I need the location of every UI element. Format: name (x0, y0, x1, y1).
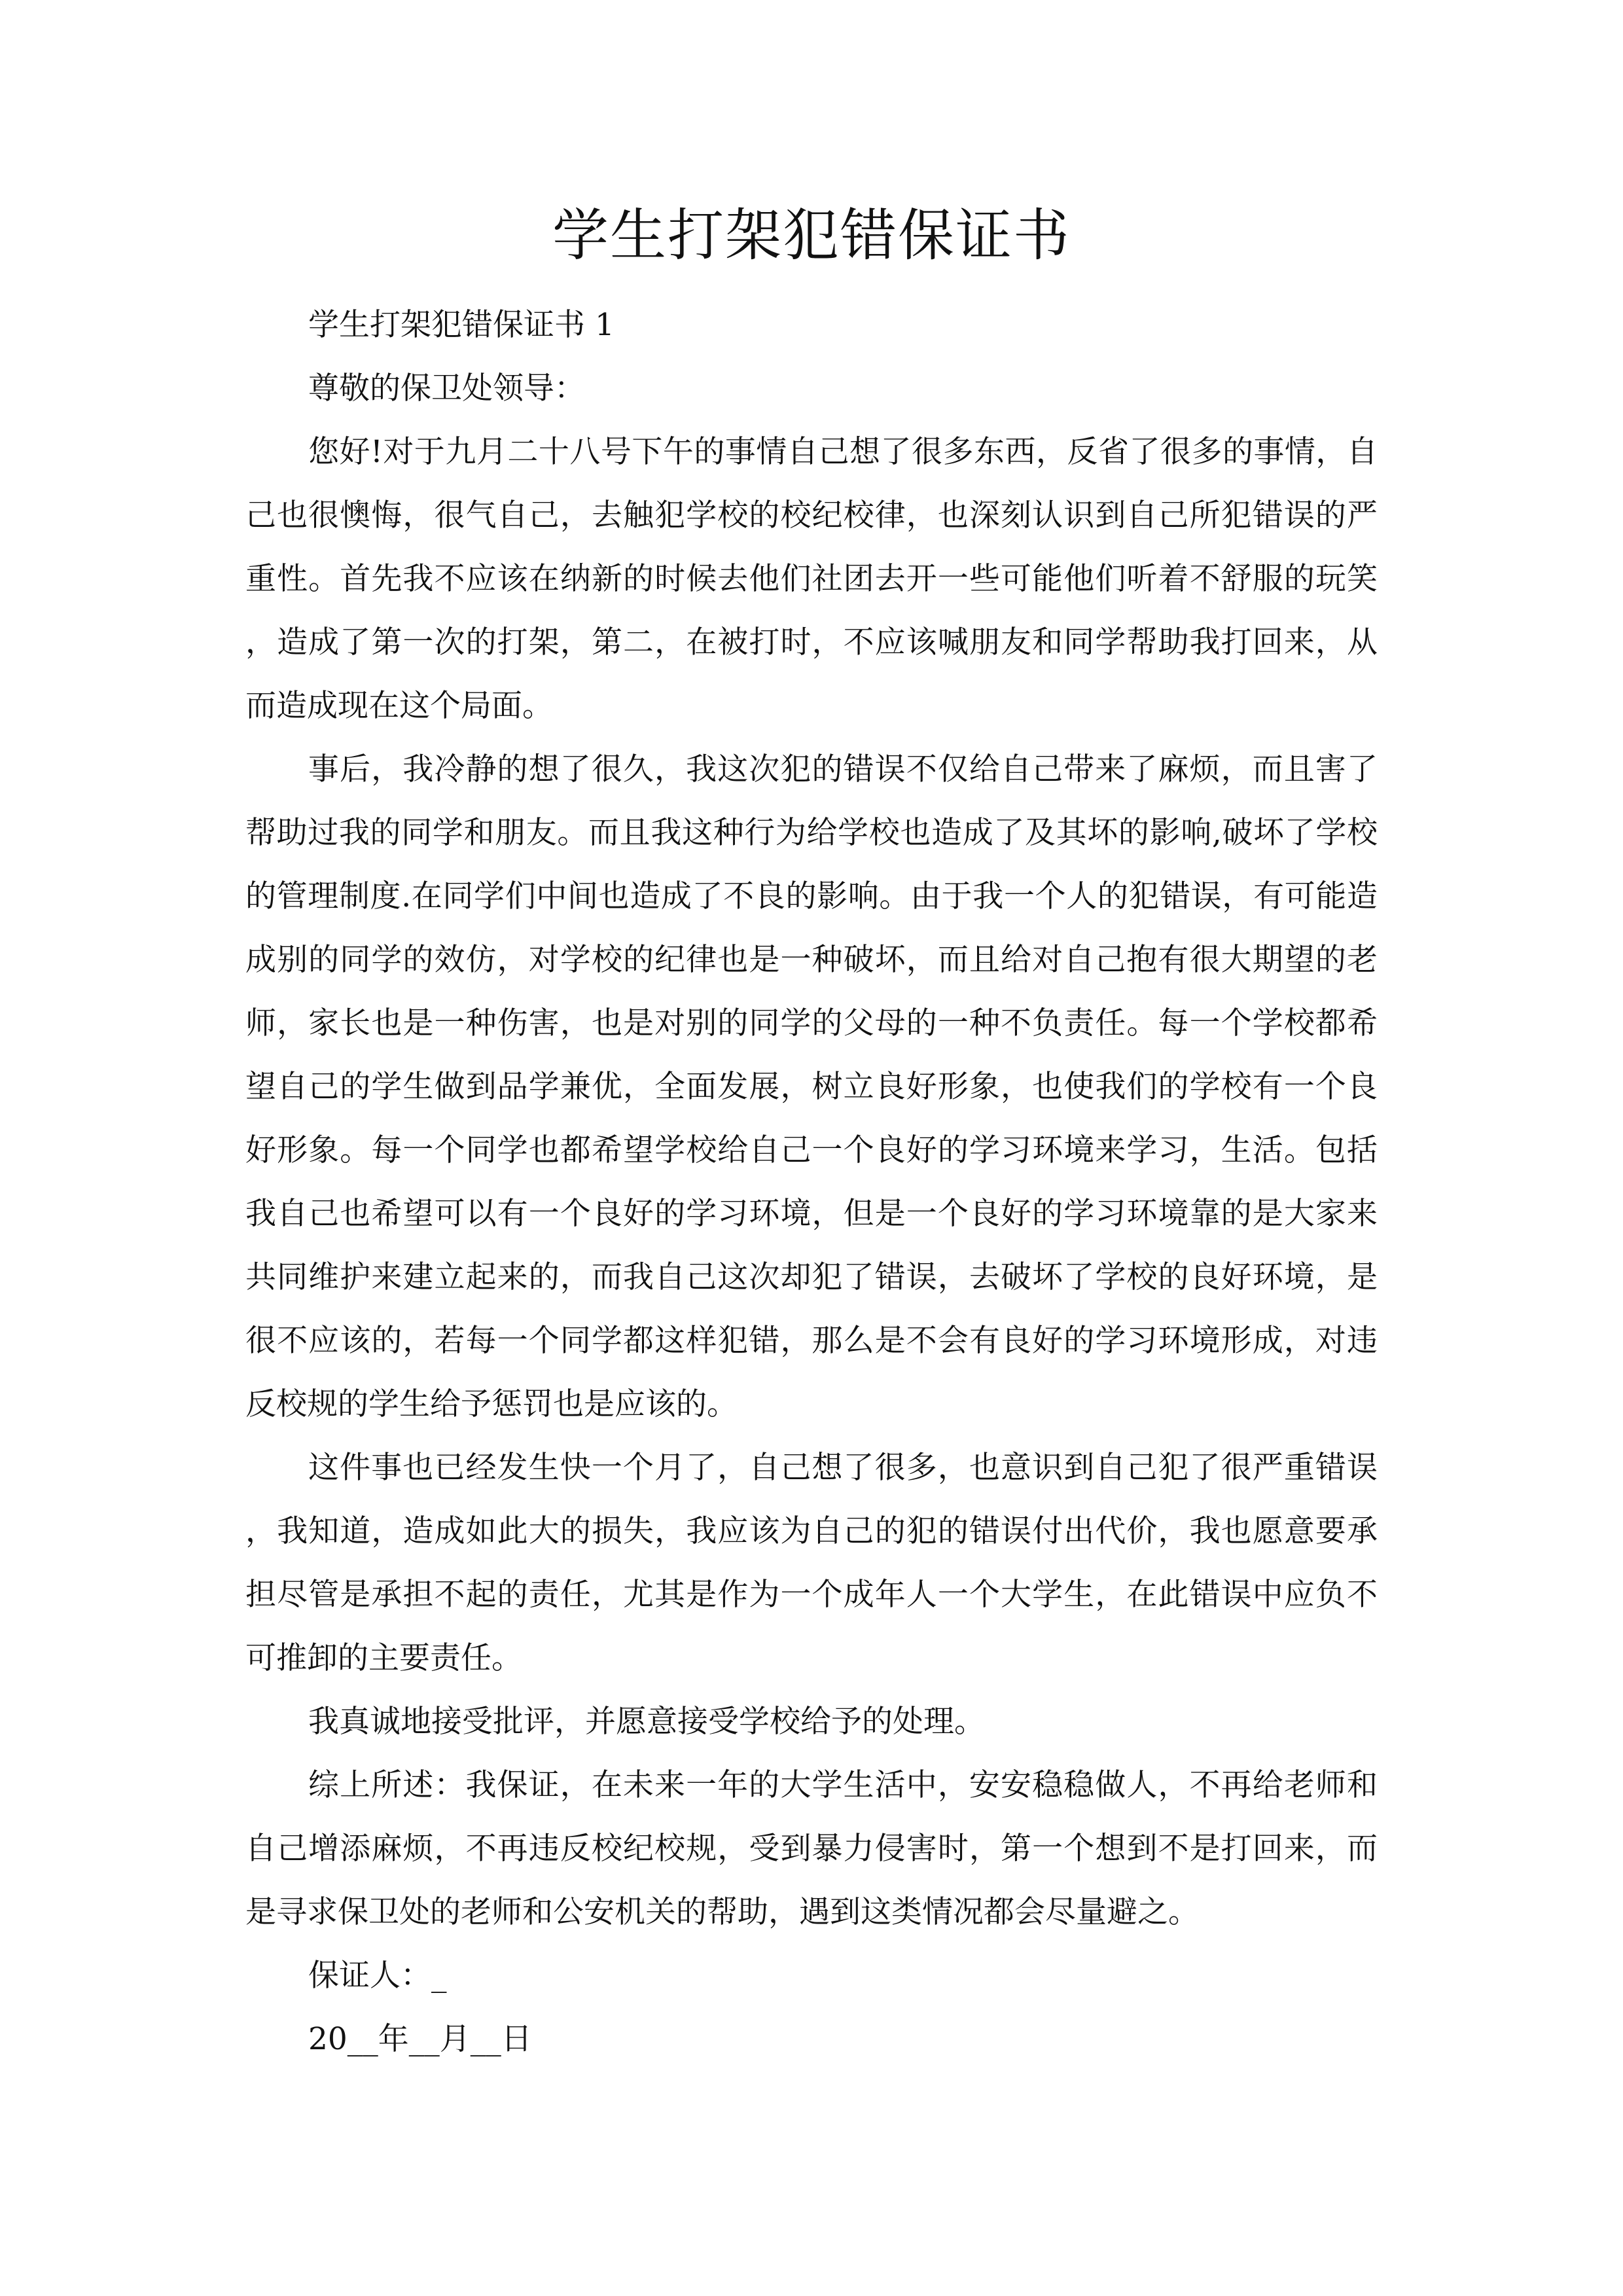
paragraph-2: 事后，我冷静的想了很久，我这次犯的错误不仅给自己带来了麻烦，而且害了帮助过我的同学和朋友。而且我这种行为给学校也造成了及其坏的影响,破坏了学校的管理制度.在同学们中间也造成了不良的影响。由于我一个人的犯错误，有可能造成别的同学的效仿，对学校的纪律也是一种破坏，而且给对自己抱有很大期望的老师，家长也是一种伤害，也是对别的同学的父母的一种不负责任。每一个学校都希望自己的学生做到品学兼优，全面发展，树立良好形象，也使我们的学校有一个良好形象。每一个同学也都希望学校给自己一个良好的学习环境来学习，生活。包括我自己也希望可以有一个良好的学习环境，但是一个良好的学习环境靠的是大家来共同维护来建立起来的，而我自己这次却犯了错误，去破坏了学校的良好环境，是很不应该的，若每一个同学都这样犯错，那么是不会有良好的学习环境形成，对违反校规的学生给予惩罚也是应该的。 (245, 751, 1378, 1422)
paragraph-4: 我真诚地接受批评，并愿意接受学校给予的处理。 (308, 1704, 985, 1740)
date-line: 20__年__月__日 (308, 2021, 532, 2057)
document-title: 学生打架犯错保证书 (552, 203, 1071, 268)
document-body (245, 293, 1378, 2071)
paragraph-1: 您好!对于九月二十八号下午的事情自己想了很多东西，反省了很多的事情，自己也很懊悔，很气自己，去触犯学校的校纪校律，也深刻认识到自己所犯错误的严重性。首先我不应该在纳新的时候去他们社团去开一些可能他们听着不舒服的玩笑，造成了第一次的打架，第二，在被打时，不应该喊朋友和同学帮助我打回来，从而造成现在这个局面。 (245, 434, 1378, 724)
document-subtitle: 学生打架犯错保证书 1 (308, 307, 615, 343)
paragraph-3: 这件事也已经发生快一个月了，自己想了很多，也意识到自己犯了很严重错误，我知道，造成如此大的损失，我应该为自己的犯的错误付出代价，我也愿意要承担尽管是承担不起的责任，尤其是作为一个成年人一个大学生，在此错误中应负不可推卸的主要责任。 (245, 1450, 1378, 1676)
salutation: 尊敬的保卫处领导： (308, 370, 585, 406)
paragraph-5: 综上所述：我保证，在未来一年的大学生活中，安安稳稳做人，不再给老师和自己增添麻烦，不再违反校纪校规，受到暴力侵害时，第一个想到不是打回来，而是寻求保卫处的老师和公安机关的帮助，遇到这类情况都会尽量避之。 (245, 1767, 1378, 1930)
signature-line: 保证人：_ (308, 1958, 447, 1994)
